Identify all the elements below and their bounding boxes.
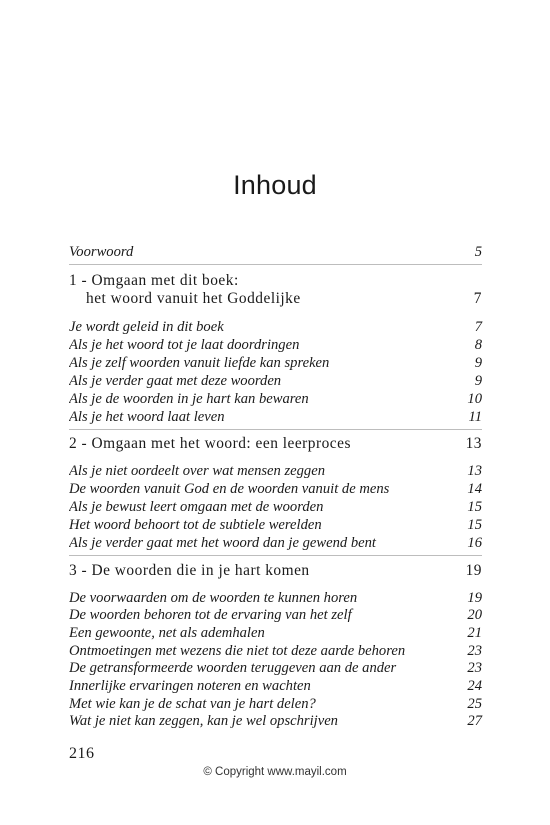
toc-entry-title: De woorden vanuit God en de woorden vanuit de mens <box>69 481 390 497</box>
toc-entry-page: 9 <box>474 373 482 389</box>
section-divider <box>69 264 482 265</box>
toc-entry <box>69 409 482 427</box>
toc-entry-title: Als je bewust leert omgaan met de woorden <box>69 499 324 515</box>
toc-entry-page: 23 <box>467 643 482 659</box>
toc-entry-page: 21 <box>467 625 482 641</box>
toc-entry <box>69 337 482 355</box>
toc-entry-title: De voorwaarden om de woorden te kunnen horen <box>69 590 358 606</box>
toc-entry <box>69 499 482 517</box>
section-divider <box>69 429 482 430</box>
toc-entry-page: 19 <box>467 590 482 606</box>
toc-entry <box>69 607 482 625</box>
toc-entry-page: 13 <box>467 463 482 479</box>
chapter-title: 2 - Omgaan met het woord: een leerproces <box>69 435 351 452</box>
toc-entry-title: Als je de woorden in je hart kan bewaren <box>69 391 309 407</box>
toc-entry-title: Als je niet oordeelt over wat mensen zeggen <box>69 463 326 479</box>
chapter-page: 19 <box>465 562 482 579</box>
toc-entry-title: Voorwoord <box>69 244 134 260</box>
toc-entry-title: Als je het woord laat leven <box>69 409 225 425</box>
toc-entry <box>69 625 482 643</box>
toc-entry-page: 11 <box>468 409 482 425</box>
toc-entry <box>69 391 482 409</box>
toc-entry-page: 8 <box>474 337 482 353</box>
toc-entry-title: Wat je niet kan zeggen, kan je wel opschrijven <box>69 713 338 729</box>
toc-entry-title: Ontmoetingen met wezens die niet tot deze aarde behoren <box>69 643 406 659</box>
toc-chapter-1-line2 <box>69 290 482 308</box>
toc-chapter-3 <box>69 562 482 580</box>
chapter-title-continued: het woord vanuit het Goddelijke <box>86 290 301 307</box>
toc-entry-title: Het woord behoort tot de subtiele werelden <box>69 517 322 533</box>
copyright-notice: © Copyright www.mayil.com <box>203 766 347 778</box>
toc-entry-page: 14 <box>467 481 482 497</box>
toc-entry <box>69 319 482 337</box>
toc-entry-page: 9 <box>474 355 482 371</box>
toc-chapter-2 <box>69 435 482 453</box>
toc-entry-title: Als je het woord tot je laat doordringen <box>69 337 300 353</box>
toc-entry <box>69 463 482 481</box>
toc-chapter-1-line1 <box>69 272 482 290</box>
toc-entry-title: Met wie kan je de schat van je hart delen? <box>69 696 316 712</box>
toc-entry-page: 16 <box>467 535 482 551</box>
chapter-page: 7 <box>473 290 482 307</box>
toc-entry-page: 23 <box>467 660 482 676</box>
toc-entry-page: 7 <box>474 319 482 335</box>
chapter-page: 13 <box>465 435 482 452</box>
chapter-title: 1 - Omgaan met dit boek: <box>69 272 239 289</box>
chapter-title: 3 - De woorden die in je hart komen <box>69 562 310 579</box>
section-divider <box>69 555 482 556</box>
toc-entry-page: 27 <box>467 713 482 729</box>
toc-entry-title: Als je verder gaat met deze woorden <box>69 373 282 389</box>
toc-entry <box>69 481 482 499</box>
toc-entry <box>69 713 482 731</box>
toc-entry <box>69 535 482 553</box>
toc-entry <box>69 660 482 678</box>
toc-entry-title: Als je verder gaat met het woord dan je gewend bent <box>69 535 376 551</box>
toc-entry-page: 25 <box>467 696 482 712</box>
toc-entry <box>69 590 482 608</box>
toc-entry <box>69 678 482 696</box>
toc-entry-title: Innerlijke ervaringen noteren en wachten <box>69 678 311 694</box>
toc-entry-page: 15 <box>467 517 482 533</box>
toc-entry-page: 10 <box>467 391 482 407</box>
page-title: Inhoud <box>233 170 317 200</box>
toc-entry <box>69 643 482 661</box>
toc-entry-title: Als je zelf woorden vanuit liefde kan spreken <box>69 355 330 371</box>
toc-entry-page: 20 <box>467 607 482 623</box>
toc-entry <box>69 696 482 714</box>
toc-entry-foreword <box>69 244 482 262</box>
toc-entry-page: 24 <box>467 678 482 694</box>
toc-entry-page: 5 <box>474 244 482 260</box>
toc-entry <box>69 355 482 373</box>
toc-entry-title: De getransformeerde woorden teruggeven aan de ander <box>69 660 397 676</box>
toc-entry <box>69 517 482 535</box>
toc-entry-title: Je wordt geleid in dit boek <box>69 319 224 335</box>
toc-entry <box>69 373 482 391</box>
page-number: 216 <box>69 745 95 762</box>
toc-entry-title: Een gewoonte, net als ademhalen <box>69 625 265 641</box>
toc-entry-page: 15 <box>467 499 482 515</box>
toc-entry-title: De woorden behoren tot de ervaring van het zelf <box>69 607 352 623</box>
